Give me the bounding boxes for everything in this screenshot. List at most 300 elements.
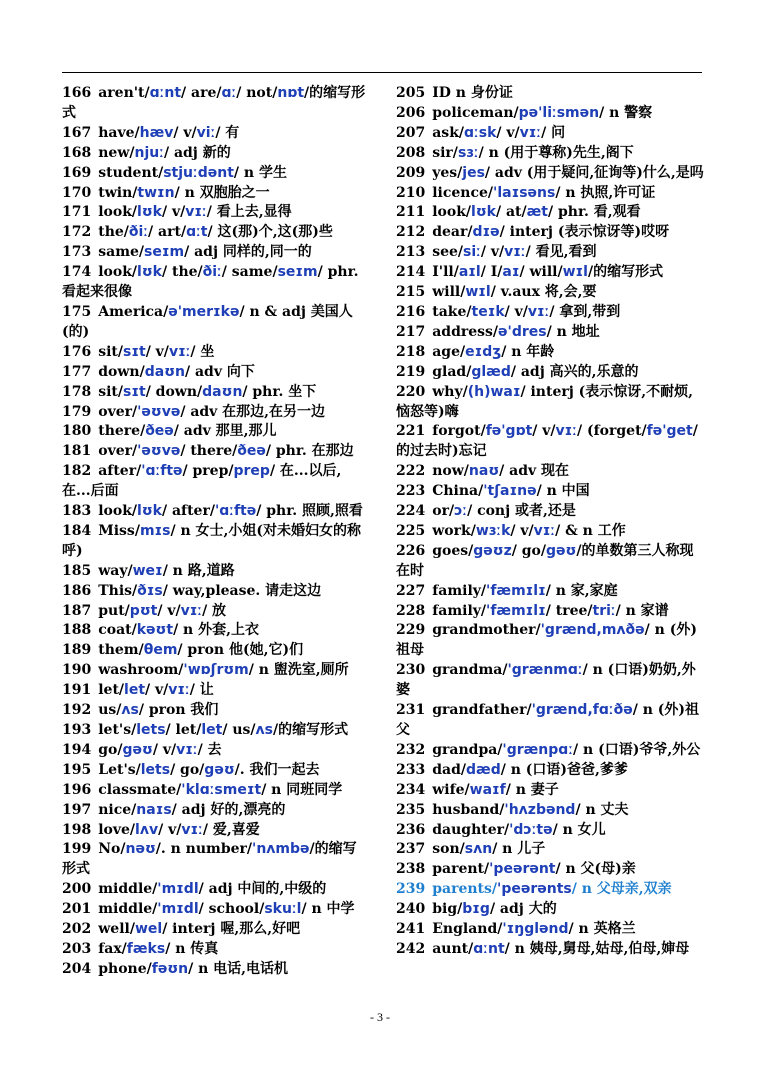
phonetic-text: 'grænpɑː bbox=[502, 741, 574, 758]
entry-text: Miss/ bbox=[98, 522, 140, 539]
phonetic-text: hæv bbox=[139, 124, 174, 141]
entry-text: / adj 同样的,同一的 bbox=[184, 244, 312, 261]
entry-text: / conj 或者,还是 bbox=[467, 503, 576, 520]
entry-number: 216 bbox=[396, 303, 426, 320]
phonetic-text: ɔː bbox=[454, 503, 468, 520]
entry-number: 201 bbox=[62, 901, 92, 918]
phonetic-text: lʊk bbox=[137, 264, 162, 281]
entry-text: / I/ bbox=[480, 264, 503, 281]
vocab-entry bbox=[396, 880, 704, 900]
vocab-entry bbox=[62, 164, 370, 184]
entry-text: coat/ bbox=[98, 622, 137, 639]
phonetic-text: lʊk bbox=[471, 204, 496, 221]
entry-text: / v/ bbox=[496, 124, 520, 141]
phonetic-text: dɪə bbox=[472, 224, 500, 241]
entry-text: / adv 在那边,在另一边 bbox=[180, 403, 326, 420]
entry-text: /的单数第三人称现在时 bbox=[396, 542, 694, 579]
vocab-entry bbox=[62, 144, 370, 164]
entry-text: / pron 我们 bbox=[138, 702, 219, 719]
entry-number: 208 bbox=[396, 144, 426, 161]
entry-text: / phr. 在那边 bbox=[265, 443, 354, 460]
entry-number: 171 bbox=[62, 204, 92, 221]
entry-text: / interj 喔,那么,好吧 bbox=[162, 921, 301, 938]
vocab-entry bbox=[62, 243, 370, 263]
vocab-entry bbox=[396, 761, 704, 781]
phonetic-text: sɜː bbox=[457, 144, 479, 161]
entry-text: / n 中国 bbox=[536, 483, 590, 500]
entry-number: 233 bbox=[396, 761, 426, 778]
phonetic-text: daʊn bbox=[202, 383, 243, 400]
entry-text: sit/ bbox=[98, 343, 124, 360]
vocab-entry bbox=[62, 442, 370, 462]
entry-number: 185 bbox=[62, 562, 92, 579]
phonetic-text: vɪː bbox=[533, 522, 556, 539]
entry-text: / not/ bbox=[236, 85, 278, 101]
vocab-entry bbox=[396, 900, 704, 920]
phonetic-text: vɪː bbox=[527, 303, 550, 320]
entry-number: 236 bbox=[396, 821, 426, 838]
entry-text: / v/ bbox=[157, 602, 181, 619]
entry-text: / n 父(母)亲 bbox=[555, 861, 636, 878]
entry-number: 174 bbox=[62, 264, 92, 281]
entry-number: 213 bbox=[396, 244, 426, 261]
entry-text: phone/ bbox=[98, 960, 152, 977]
entry-text: / way,please. 请走这边 bbox=[162, 582, 322, 599]
vocab-entry bbox=[396, 164, 704, 184]
entry-text: aren't/ bbox=[98, 85, 150, 101]
vocab-entry bbox=[62, 681, 370, 701]
entry-text: / & n 工作 bbox=[555, 522, 626, 539]
entry-number: 238 bbox=[396, 861, 426, 878]
entry-number: 218 bbox=[396, 343, 426, 360]
entry-number: 235 bbox=[396, 801, 426, 818]
phonetic-text: 'peərənts bbox=[497, 881, 572, 898]
vocab-entry bbox=[396, 661, 704, 701]
vocab-entry bbox=[62, 641, 370, 661]
phonetic-text: gəʊz bbox=[473, 542, 512, 559]
entry-text: / 问 bbox=[541, 124, 566, 141]
entry-text: down/ bbox=[98, 363, 145, 380]
vocab-entry bbox=[396, 124, 704, 144]
entry-text: aunt/ bbox=[432, 940, 474, 957]
phonetic-text: fæks bbox=[126, 940, 166, 957]
entry-text: / n 妻子 bbox=[505, 781, 559, 798]
entry-text: address/ bbox=[432, 323, 499, 340]
entry-text: / n 执照,许可证 bbox=[555, 184, 656, 201]
entry-number: 205 bbox=[396, 85, 426, 101]
phonetic-text: ə'dres bbox=[498, 323, 547, 340]
entry-text: family/ bbox=[432, 582, 487, 599]
phonetic-text: vɪː bbox=[176, 741, 198, 758]
phonetic-text: pə'liːsmən bbox=[518, 104, 600, 121]
entry-text: grandmother/ bbox=[432, 622, 541, 639]
phonetic-text: 'grænd,mʌðə bbox=[540, 622, 645, 639]
vocab-entry bbox=[396, 821, 704, 841]
entry-text: / n 同班同学 bbox=[261, 781, 343, 798]
entry-text: / prep/ bbox=[182, 463, 234, 480]
entry-number: 215 bbox=[396, 284, 426, 301]
vocab-entry bbox=[396, 621, 704, 661]
phonetic-text: (h)waɪ bbox=[467, 383, 521, 400]
vocab-entry bbox=[396, 542, 704, 582]
entry-text: / at/ bbox=[495, 204, 527, 221]
entry-text: / 在...以后,在...后面 bbox=[62, 463, 342, 500]
vocab-entry bbox=[62, 124, 370, 144]
phonetic-text: ɑː bbox=[221, 85, 237, 101]
phonetic-text: ðiː bbox=[202, 264, 222, 281]
entry-text: dear/ bbox=[432, 224, 473, 241]
entry-number: 166 bbox=[62, 85, 92, 101]
vocab-entry bbox=[396, 263, 704, 283]
entry-number: 197 bbox=[62, 801, 92, 818]
entry-text: / go/ bbox=[170, 761, 205, 778]
entry-text: forgot/ bbox=[432, 423, 486, 440]
phonetic-text: ə'merɪkə bbox=[168, 303, 240, 320]
entry-text: / 有 bbox=[215, 124, 240, 141]
entry-text: dad/ bbox=[432, 761, 466, 778]
vocab-entry bbox=[396, 203, 704, 223]
entry-number: 226 bbox=[396, 542, 426, 559]
phonetic-text: let bbox=[124, 682, 146, 699]
entry-number: 189 bbox=[62, 642, 92, 659]
phonetic-text: vɪː bbox=[168, 682, 190, 699]
phonetic-text: 'nʌmbə bbox=[252, 841, 310, 858]
entry-text: / n 父母亲,双亲 bbox=[571, 881, 672, 898]
vocab-entry bbox=[62, 223, 370, 243]
phonetic-text: ɑːnt bbox=[149, 85, 182, 101]
entry-number: 206 bbox=[396, 104, 426, 121]
vocab-entry bbox=[396, 840, 704, 860]
entry-text: / adj 大的 bbox=[489, 901, 557, 918]
vocab-entry bbox=[396, 781, 704, 801]
entry-text: policeman/ bbox=[432, 104, 519, 121]
page-number: - 3 - bbox=[370, 1010, 390, 1024]
phonetic-text: weɪ bbox=[132, 562, 163, 579]
entry-text: look/ bbox=[98, 503, 138, 520]
entry-number: 184 bbox=[62, 522, 92, 539]
entry-text: wife/ bbox=[432, 781, 470, 798]
entry-number: 182 bbox=[62, 463, 92, 480]
vocab-entry bbox=[62, 184, 370, 204]
entry-text: why/ bbox=[432, 383, 468, 400]
entry-number: 169 bbox=[62, 164, 92, 181]
entry-number: 179 bbox=[62, 403, 92, 420]
phonetic-text: ɑːsk bbox=[464, 124, 497, 141]
entry-text: / after/ bbox=[161, 503, 215, 520]
entry-text: / down/ bbox=[145, 383, 203, 400]
entry-text: nice/ bbox=[98, 801, 137, 818]
entry-number: 227 bbox=[396, 582, 426, 599]
vocab-entry bbox=[62, 900, 370, 920]
vocab-entry bbox=[62, 562, 370, 582]
vocab-entry bbox=[396, 343, 704, 363]
entry-text: go/ bbox=[98, 741, 123, 758]
entry-text: / n (外)祖母 bbox=[396, 622, 697, 659]
entry-number: 199 bbox=[62, 841, 92, 858]
phonetic-text: sɪt bbox=[123, 383, 146, 400]
entry-text: son/ bbox=[432, 841, 465, 858]
vocab-entry bbox=[62, 582, 370, 602]
entry-text: / n 家谱 bbox=[615, 602, 669, 619]
entry-text: / n 地址 bbox=[546, 323, 600, 340]
entry-text: /的缩写形式 bbox=[587, 264, 664, 281]
entry-text: / n 双胞胎之一 bbox=[174, 184, 270, 201]
entry-text: / v/ bbox=[173, 124, 197, 141]
vocab-entry bbox=[396, 522, 704, 542]
entry-text: China/ bbox=[432, 483, 484, 500]
entry-text: look/ bbox=[432, 204, 472, 221]
phonetic-text: ɑːnt bbox=[473, 940, 505, 957]
vocab-entry bbox=[396, 323, 704, 343]
phonetic-text: ʌs bbox=[255, 722, 273, 738]
entry-text: / n 电话,电话机 bbox=[188, 960, 289, 977]
entry-text: big/ bbox=[432, 901, 463, 918]
phonetic-text: 'hʌzbənd bbox=[504, 801, 576, 818]
entry-text: England/ bbox=[432, 921, 503, 938]
entry-text: / n 丈夫 bbox=[575, 801, 629, 818]
phonetic-text: prep bbox=[233, 463, 270, 480]
entry-text: / pron 他(她,它)们 bbox=[177, 642, 304, 659]
phonetic-text: seɪm bbox=[277, 264, 318, 281]
phonetic-text: naʊ bbox=[468, 463, 500, 480]
vocab-entry bbox=[62, 462, 370, 502]
entry-text: / go/ bbox=[511, 542, 546, 559]
entry-text: / n (口语)爸爸,爹爹 bbox=[500, 761, 628, 778]
phonetic-text: 'dɔːtə bbox=[509, 821, 553, 838]
vocab-entry bbox=[396, 860, 704, 880]
phonetic-text: wɜːk bbox=[475, 522, 511, 539]
phonetic-text: 'əʊvə bbox=[137, 403, 181, 420]
vocab-column-left bbox=[62, 84, 370, 980]
entry-text: husband/ bbox=[432, 801, 505, 818]
entry-number: 228 bbox=[396, 602, 426, 619]
vocab-entry bbox=[396, 104, 704, 124]
entry-number: 183 bbox=[62, 503, 92, 520]
phonetic-text: 'klɑːsmeɪt bbox=[181, 781, 262, 798]
entry-number: 221 bbox=[396, 423, 426, 440]
vocab-entry bbox=[396, 223, 704, 243]
entry-text: / v/ bbox=[145, 682, 169, 699]
vocab-entry bbox=[396, 582, 704, 602]
vocab-entry bbox=[62, 940, 370, 960]
entry-number: 232 bbox=[396, 741, 426, 758]
entry-text: / 放 bbox=[202, 602, 227, 619]
phonetic-text: fə'get bbox=[646, 423, 693, 440]
entry-number: 192 bbox=[62, 702, 92, 719]
vocab-entry bbox=[62, 920, 370, 940]
phonetic-text: vɪː bbox=[519, 124, 542, 141]
entry-text: love/ bbox=[98, 821, 136, 838]
vocab-entry bbox=[62, 701, 370, 721]
vocab-entry bbox=[396, 502, 704, 522]
entry-text: / 拿到,带到 bbox=[549, 303, 621, 320]
phonetic-text: lets bbox=[140, 761, 171, 778]
entry-text: / n (口语)奶奶,外婆 bbox=[396, 662, 696, 699]
vocab-entry bbox=[62, 84, 370, 124]
entry-number: 190 bbox=[62, 662, 92, 679]
entry-text: / n 中学 bbox=[301, 901, 355, 918]
entry-text: family/ bbox=[432, 602, 487, 619]
entry-text: / n 年龄 bbox=[501, 343, 555, 360]
entry-text: goes/ bbox=[432, 542, 474, 559]
entry-text: or/ bbox=[432, 503, 455, 520]
entry-text: /的缩写形式 bbox=[272, 722, 349, 738]
entry-number: 196 bbox=[62, 781, 92, 798]
entry-text: / will/ bbox=[519, 264, 563, 281]
entry-text: way/ bbox=[98, 562, 133, 579]
entry-text: / same/ bbox=[221, 264, 278, 281]
vocab-entry bbox=[396, 363, 704, 383]
entry-text: / phr. 看,观看 bbox=[548, 204, 641, 221]
entry-text: I'll/ bbox=[432, 264, 459, 281]
vocab-entry bbox=[396, 144, 704, 164]
phonetic-text: gəʊ bbox=[122, 741, 153, 758]
vocab-entry bbox=[396, 243, 704, 263]
entry-number: 191 bbox=[62, 682, 92, 699]
phonetic-text: 'mɪdl bbox=[157, 881, 199, 898]
entry-text: / n 警察 bbox=[599, 104, 653, 121]
entry-text: there/ bbox=[98, 423, 146, 440]
entry-text: / 去 bbox=[197, 741, 222, 758]
entry-text: /的缩写形式 bbox=[62, 85, 366, 121]
entry-number: 224 bbox=[396, 503, 426, 520]
phonetic-text: siː bbox=[463, 244, 481, 261]
vocab-entry bbox=[62, 203, 370, 223]
entry-number: 239 bbox=[396, 881, 426, 898]
entry-text: / adv (用于疑问,征询等)什么,是吗 bbox=[484, 164, 704, 181]
entry-number: 177 bbox=[62, 363, 92, 380]
vocab-entry bbox=[62, 343, 370, 363]
entry-number: 200 bbox=[62, 881, 92, 898]
entry-text: / n (口语)爷爷,外公 bbox=[573, 741, 701, 758]
entry-number: 242 bbox=[396, 940, 426, 957]
entry-text: / let/ bbox=[165, 722, 202, 738]
entry-text: / n 传真 bbox=[165, 940, 219, 957]
phonetic-text: 'fæmɪlɪ bbox=[486, 602, 546, 619]
entry-number: 186 bbox=[62, 582, 92, 599]
entry-number: 220 bbox=[396, 383, 426, 400]
phonetic-text: 'ɑːftə bbox=[141, 463, 183, 480]
phonetic-text: let bbox=[201, 722, 223, 738]
phonetic-text: sʌn bbox=[464, 841, 493, 858]
phonetic-text: vɪː bbox=[180, 602, 203, 619]
entry-text: / phr. 照顾,照看 bbox=[256, 503, 363, 520]
vocab-entry bbox=[62, 522, 370, 562]
vocab-entry bbox=[396, 920, 704, 940]
entry-text: / 看上去,显得 bbox=[206, 204, 292, 221]
entry-number: 241 bbox=[396, 921, 426, 938]
phonetic-text: 'əʊvə bbox=[137, 443, 181, 460]
phonetic-text: 'laɪsəns bbox=[493, 184, 556, 201]
vocab-entry bbox=[62, 960, 370, 980]
entry-number: 170 bbox=[62, 184, 92, 201]
entry-text: yes/ bbox=[432, 164, 463, 181]
entry-text: / n 盥洗室,厕所 bbox=[248, 662, 349, 679]
entry-number: 180 bbox=[62, 423, 92, 440]
phonetic-text: njuː bbox=[134, 144, 164, 161]
phonetic-text: stjuːdənt bbox=[163, 164, 234, 181]
entry-text: / n 学生 bbox=[233, 164, 287, 181]
vocab-entry bbox=[62, 602, 370, 622]
vocab-entry bbox=[396, 701, 704, 741]
entry-number: 193 bbox=[62, 722, 92, 738]
entry-text: sir/ bbox=[432, 144, 458, 161]
vocab-entry bbox=[396, 422, 704, 462]
entry-text: / v/ bbox=[510, 522, 534, 539]
entry-text: /. 我们一起去 bbox=[234, 761, 320, 778]
entry-text: / adv 向下 bbox=[184, 363, 255, 380]
vocab-entry bbox=[62, 781, 370, 801]
vocab-entry bbox=[62, 263, 370, 303]
phonetic-text: gəʊ bbox=[545, 542, 577, 559]
entry-text: middle/ bbox=[98, 881, 158, 898]
entry-text: ID n 身份证 bbox=[432, 85, 513, 101]
entry-text: take/ bbox=[432, 303, 472, 320]
entry-text: well/ bbox=[98, 921, 135, 938]
entry-text: licence/ bbox=[432, 184, 494, 201]
vocab-entry bbox=[62, 741, 370, 761]
entry-number: 168 bbox=[62, 144, 92, 161]
phonetic-text: ðɪs bbox=[137, 582, 163, 599]
vocab-entry bbox=[62, 303, 370, 343]
phonetic-text: ðeə bbox=[145, 423, 174, 440]
entry-text: America/ bbox=[98, 303, 169, 320]
vocab-entry bbox=[62, 801, 370, 821]
phonetic-text: vɪː bbox=[168, 343, 191, 360]
entry-text: No/ bbox=[98, 841, 126, 858]
entry-text: now/ bbox=[432, 463, 469, 480]
entry-text: / n 英格兰 bbox=[568, 921, 636, 938]
entry-number: 176 bbox=[62, 343, 92, 360]
entry-text: student/ bbox=[98, 164, 164, 181]
entry-text: will/ bbox=[432, 284, 466, 301]
vocab-entry bbox=[62, 422, 370, 442]
phonetic-text: fə'gɒt bbox=[485, 423, 533, 440]
phonetic-text: 'peərənt bbox=[489, 861, 556, 878]
entry-text: fax/ bbox=[98, 940, 127, 957]
entry-text: daughter/ bbox=[432, 821, 510, 838]
phonetic-text: lʌv bbox=[135, 821, 159, 838]
entry-text: / n & adj 美国人(的) bbox=[62, 303, 353, 340]
entry-number: 202 bbox=[62, 921, 92, 938]
vocab-column-right bbox=[396, 84, 704, 960]
phonetic-text: 'wɒʃrʊm bbox=[183, 662, 249, 679]
entry-number: 217 bbox=[396, 323, 426, 340]
phonetic-text: seɪm bbox=[144, 244, 185, 261]
phonetic-text: vɪː bbox=[185, 204, 207, 221]
entry-text: / v.aux 将,会,要 bbox=[490, 284, 597, 301]
entry-text: new/ bbox=[98, 144, 135, 161]
vocab-entry bbox=[396, 184, 704, 204]
phonetic-text: lʊk bbox=[137, 204, 162, 221]
phonetic-text: viː bbox=[196, 124, 216, 141]
entry-number: 222 bbox=[396, 463, 426, 480]
entry-text: us/ bbox=[98, 702, 122, 719]
entry-number: 237 bbox=[396, 841, 426, 858]
phonetic-text: gəʊ bbox=[204, 761, 235, 778]
entry-text: / art/ bbox=[148, 224, 187, 241]
entry-number: 178 bbox=[62, 383, 92, 400]
entry-text: / us/ bbox=[222, 722, 256, 738]
entry-text: / v/ bbox=[145, 343, 169, 360]
phonetic-text: kəʊt bbox=[136, 622, 174, 639]
entry-text: look/ bbox=[98, 264, 138, 281]
entry-number: 219 bbox=[396, 363, 426, 380]
entry-text: over/ bbox=[98, 443, 138, 460]
entry-number: 230 bbox=[396, 662, 426, 679]
entry-number: 172 bbox=[62, 224, 92, 241]
vocab-entry bbox=[396, 383, 704, 423]
